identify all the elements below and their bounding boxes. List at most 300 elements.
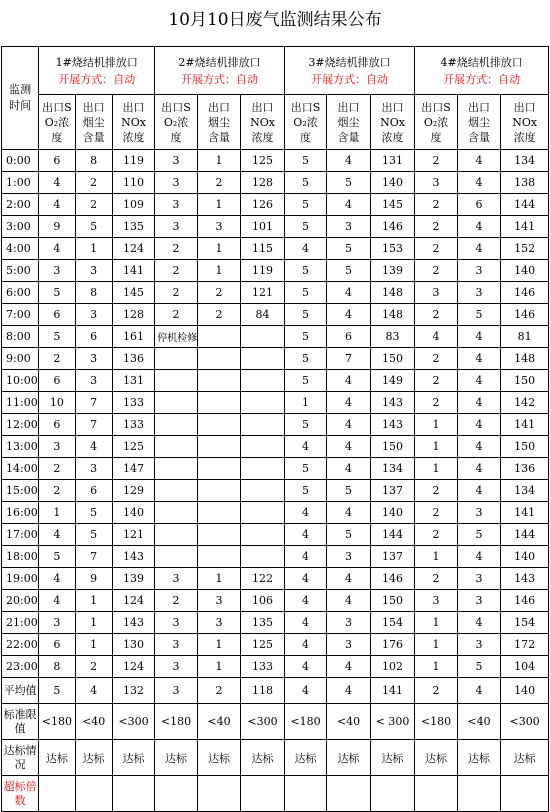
time-cell: 6:00 xyxy=(2,282,39,304)
value-cell: 5 xyxy=(457,656,501,678)
value-cell: 4 xyxy=(39,590,75,612)
value-cell: 1 xyxy=(197,150,241,172)
value-cell: 5 xyxy=(39,678,75,704)
value-cell xyxy=(415,776,457,812)
value-cell: 3 xyxy=(75,370,112,392)
value-cell: 4 xyxy=(457,414,501,436)
value-cell: 137 xyxy=(370,546,415,568)
table-row xyxy=(2,458,549,480)
time-cell: 1:00 xyxy=(2,172,39,194)
value-cell: 4 xyxy=(415,326,457,348)
mode-label-2: 开展方式：自动 xyxy=(181,72,259,86)
value-cell: 143 xyxy=(112,546,154,568)
value-cell: 2 xyxy=(75,172,112,194)
table-row xyxy=(2,414,549,436)
value-cell xyxy=(75,776,112,812)
table-row xyxy=(2,150,549,172)
sub-header-cell xyxy=(457,95,501,150)
time-cell: 19:00 xyxy=(2,568,39,590)
value-cell: 3 xyxy=(197,590,241,612)
value-cell: 2 xyxy=(197,304,241,326)
value-cell: 126 xyxy=(241,194,285,216)
value-cell: 138 xyxy=(501,172,549,194)
value-cell: 3 xyxy=(155,172,197,194)
value-cell: 129 xyxy=(112,480,154,502)
value-cell: 4 xyxy=(327,414,371,436)
group-name-1: 1#烧结机排放口 xyxy=(55,55,138,69)
value-cell xyxy=(501,776,549,812)
value-cell: 4 xyxy=(284,678,326,704)
value-cell: 144 xyxy=(501,194,549,216)
time-cell: 20:00 xyxy=(2,590,39,612)
value-cell: 4 xyxy=(284,436,326,458)
value-cell: 4 xyxy=(284,590,326,612)
value-cell: 3 xyxy=(155,194,197,216)
value-cell: 146 xyxy=(501,304,549,326)
value-cell: 140 xyxy=(370,502,415,524)
value-cell: 133 xyxy=(112,414,154,436)
value-cell: 4 xyxy=(284,612,326,634)
value-cell: 3 xyxy=(75,304,112,326)
value-cell: 5 xyxy=(327,480,371,502)
group-name-2: 2#烧结机排放口 xyxy=(178,55,261,69)
table-row xyxy=(2,172,549,194)
value-cell: <180 xyxy=(39,704,75,740)
value-cell: 1 xyxy=(75,238,112,260)
value-cell: 141 xyxy=(501,502,549,524)
value-cell: 3 xyxy=(155,150,197,172)
value-cell: 3 xyxy=(327,634,371,656)
time-cell: 21:00 xyxy=(2,612,39,634)
value-cell xyxy=(155,348,197,370)
sub-header-row xyxy=(2,95,549,150)
value-cell xyxy=(197,370,241,392)
value-cell xyxy=(370,776,415,812)
value-cell: 2 xyxy=(155,260,197,282)
sub-header-label: 出口NOx浓度 xyxy=(380,100,405,144)
value-cell: 2 xyxy=(75,656,112,678)
value-cell: 1 xyxy=(197,238,241,260)
value-cell: 141 xyxy=(501,216,549,238)
table-row xyxy=(2,260,549,282)
value-cell: 2 xyxy=(155,304,197,326)
time-cell: 4:00 xyxy=(2,238,39,260)
value-cell: 4 xyxy=(75,436,112,458)
value-cell: 4 xyxy=(327,656,371,678)
table-row xyxy=(2,590,549,612)
table-row xyxy=(2,282,549,304)
time-cell: 7:00 xyxy=(2,304,39,326)
table-row xyxy=(2,480,549,502)
value-cell: 145 xyxy=(370,194,415,216)
sub-header-label: 出口烟尘含量 xyxy=(468,100,491,144)
table-row xyxy=(2,238,549,260)
value-cell: 4 xyxy=(457,150,501,172)
value-cell: 137 xyxy=(370,480,415,502)
value-cell: 1 xyxy=(75,634,112,656)
value-cell: 5 xyxy=(327,238,371,260)
value-cell xyxy=(197,326,241,348)
time-cell: 22:00 xyxy=(2,634,39,656)
value-cell: 3 xyxy=(155,678,197,704)
value-cell: 2 xyxy=(415,568,457,590)
sub-header-cell xyxy=(155,95,197,150)
value-cell: 124 xyxy=(112,590,154,612)
value-cell xyxy=(197,524,241,546)
value-cell: 161 xyxy=(112,326,154,348)
value-cell xyxy=(197,480,241,502)
value-cell: 1 xyxy=(197,568,241,590)
value-cell: 144 xyxy=(501,524,549,546)
value-cell xyxy=(112,776,154,812)
table-row xyxy=(2,436,549,458)
value-cell: 7 xyxy=(327,348,371,370)
value-cell: 达标 xyxy=(197,740,241,776)
value-cell: <40 xyxy=(75,704,112,740)
sub-header-cell xyxy=(501,95,549,150)
value-cell: 3 xyxy=(197,216,241,238)
value-cell: 150 xyxy=(370,590,415,612)
time-cell: 9:00 xyxy=(2,348,39,370)
value-cell: 124 xyxy=(112,238,154,260)
group-header-2 xyxy=(155,47,284,95)
value-cell xyxy=(197,348,241,370)
value-cell xyxy=(155,502,197,524)
value-cell: 2 xyxy=(415,370,457,392)
value-cell: 5 xyxy=(284,414,326,436)
value-cell: 6 xyxy=(39,150,75,172)
value-cell: 5 xyxy=(75,216,112,238)
group-header-3 xyxy=(284,47,415,95)
value-cell: 6 xyxy=(75,480,112,502)
value-cell: 6 xyxy=(39,304,75,326)
value-cell xyxy=(155,392,197,414)
value-cell: 4 xyxy=(327,678,371,704)
value-cell: 4 xyxy=(457,678,501,704)
value-cell: <300 xyxy=(241,704,285,740)
value-cell: 1 xyxy=(284,392,326,414)
value-cell: 122 xyxy=(241,568,285,590)
value-cell: 7 xyxy=(75,546,112,568)
time-cell: 8:00 xyxy=(2,326,39,348)
value-cell: 146 xyxy=(501,590,549,612)
value-cell: 150 xyxy=(501,436,549,458)
value-cell xyxy=(197,776,241,812)
value-cell: 5 xyxy=(284,216,326,238)
value-cell: <40 xyxy=(327,704,371,740)
value-cell xyxy=(155,458,197,480)
value-cell: 3 xyxy=(327,612,371,634)
value-cell xyxy=(155,414,197,436)
time-cell: 2:00 xyxy=(2,194,39,216)
sub-header-label: 出口烟尘含量 xyxy=(337,100,360,144)
value-cell: <40 xyxy=(457,704,501,740)
value-cell xyxy=(197,436,241,458)
time-cell: 3:00 xyxy=(2,216,39,238)
value-cell: 154 xyxy=(370,612,415,634)
value-cell xyxy=(241,546,285,568)
value-cell: 1 xyxy=(75,590,112,612)
value-cell: 2 xyxy=(415,238,457,260)
value-cell: 3 xyxy=(155,216,197,238)
value-cell: 1 xyxy=(39,502,75,524)
value-cell: 5 xyxy=(284,194,326,216)
value-cell: 4 xyxy=(39,194,75,216)
value-cell: 131 xyxy=(370,150,415,172)
group-name-3: 3#烧结机排放口 xyxy=(308,55,391,69)
row-header-cell xyxy=(2,47,39,150)
value-cell: 3 xyxy=(457,260,501,282)
value-cell: 6 xyxy=(327,326,371,348)
sub-header-cell xyxy=(415,95,457,150)
sub-header-cell xyxy=(75,95,112,150)
value-cell xyxy=(241,524,285,546)
value-cell: 5 xyxy=(284,480,326,502)
value-cell xyxy=(327,776,371,812)
value-cell: 2 xyxy=(415,480,457,502)
value-cell xyxy=(155,480,197,502)
value-cell: 4 xyxy=(39,172,75,194)
value-cell xyxy=(241,502,285,524)
value-cell: 1 xyxy=(415,546,457,568)
value-cell: 5 xyxy=(75,502,112,524)
time-cell: 23:00 xyxy=(2,656,39,678)
value-cell: 9 xyxy=(75,568,112,590)
value-cell: 3 xyxy=(75,260,112,282)
time-cell: 12:00 xyxy=(2,414,39,436)
value-cell: 4 xyxy=(457,326,501,348)
sub-header-label: 出口SO₂浓度 xyxy=(161,100,191,144)
value-cell xyxy=(197,392,241,414)
value-cell: 5 xyxy=(39,546,75,568)
value-cell: <40 xyxy=(197,704,241,740)
value-cell: 3 xyxy=(155,568,197,590)
value-cell: 146 xyxy=(501,282,549,304)
value-cell: 1 xyxy=(415,414,457,436)
value-cell: 3 xyxy=(327,216,371,238)
value-cell: 139 xyxy=(112,568,154,590)
value-cell: 145 xyxy=(112,282,154,304)
value-cell: 172 xyxy=(501,634,549,656)
value-cell: 达标 xyxy=(284,740,326,776)
page-title: 10月10日废气监测结果公布 xyxy=(168,10,382,30)
value-cell: 达标 xyxy=(155,740,197,776)
mode-label-3: 开展方式：自动 xyxy=(311,72,389,86)
value-cell: 4 xyxy=(39,568,75,590)
value-cell: 125 xyxy=(241,150,285,172)
value-cell: 1 xyxy=(415,612,457,634)
sub-header-label: 出口NOx浓度 xyxy=(250,100,275,144)
value-cell: 144 xyxy=(370,524,415,546)
value-cell: 2 xyxy=(39,348,75,370)
value-cell: 4 xyxy=(327,590,371,612)
value-cell xyxy=(241,326,285,348)
value-cell: 达标 xyxy=(327,740,371,776)
value-cell: 150 xyxy=(370,348,415,370)
sub-header-label: 出口SO₂浓度 xyxy=(42,100,72,144)
value-cell: 4 xyxy=(327,436,371,458)
sub-header-cell xyxy=(241,95,285,150)
value-cell xyxy=(39,776,75,812)
value-cell: 3 xyxy=(415,590,457,612)
value-cell: 4 xyxy=(457,370,501,392)
value-cell: 106 xyxy=(241,590,285,612)
value-cell: 5 xyxy=(284,348,326,370)
value-cell: 140 xyxy=(370,172,415,194)
value-cell xyxy=(241,348,285,370)
value-cell: 118 xyxy=(241,678,285,704)
value-cell: 5 xyxy=(284,304,326,326)
exceed-row xyxy=(2,776,549,812)
value-cell: 2 xyxy=(415,304,457,326)
value-cell xyxy=(155,370,197,392)
value-cell: 8 xyxy=(39,656,75,678)
table-row xyxy=(2,568,549,590)
table-row xyxy=(2,656,549,678)
table-row xyxy=(2,612,549,634)
value-cell: 6 xyxy=(457,194,501,216)
value-cell: 2 xyxy=(415,502,457,524)
value-cell: 2 xyxy=(415,194,457,216)
status-label: 达标情况 xyxy=(2,740,39,776)
value-cell: 2 xyxy=(197,172,241,194)
sub-header-label: 出口NOx浓度 xyxy=(121,100,146,144)
value-cell: 102 xyxy=(370,656,415,678)
table-row xyxy=(2,326,549,348)
value-cell xyxy=(197,546,241,568)
value-cell: 141 xyxy=(501,414,549,436)
value-cell xyxy=(241,414,285,436)
value-cell: 143 xyxy=(501,568,549,590)
value-cell: 5 xyxy=(75,524,112,546)
value-cell: 2 xyxy=(155,282,197,304)
value-cell: 143 xyxy=(370,392,415,414)
value-cell: 6 xyxy=(39,414,75,436)
value-cell: 4 xyxy=(327,502,371,524)
value-cell: 4 xyxy=(457,480,501,502)
value-cell: 133 xyxy=(112,392,154,414)
value-cell: 达标 xyxy=(75,740,112,776)
sub-header-cell xyxy=(112,95,154,150)
value-cell: 140 xyxy=(501,678,549,704)
value-cell xyxy=(284,776,326,812)
sub-header-cell xyxy=(370,95,415,150)
value-cell: 131 xyxy=(112,370,154,392)
table-row xyxy=(2,634,549,656)
value-cell: 3 xyxy=(327,546,371,568)
value-cell: 1 xyxy=(197,656,241,678)
status-row xyxy=(2,740,549,776)
value-cell: 2 xyxy=(155,590,197,612)
row-header-label: 监测时间 xyxy=(9,83,32,112)
value-cell: 128 xyxy=(112,304,154,326)
value-cell: 4 xyxy=(284,502,326,524)
value-cell: 4 xyxy=(284,524,326,546)
value-cell: 4 xyxy=(457,612,501,634)
time-cell: 17:00 xyxy=(2,524,39,546)
value-cell: 3 xyxy=(39,260,75,282)
table-row xyxy=(2,194,549,216)
value-cell: 2 xyxy=(39,480,75,502)
value-cell: 停机检修 xyxy=(155,326,197,348)
value-cell: 139 xyxy=(370,260,415,282)
value-cell: <180 xyxy=(155,704,197,740)
sub-header-label: 出口烟尘含量 xyxy=(208,100,231,144)
value-cell: 150 xyxy=(370,436,415,458)
value-cell: 1 xyxy=(415,634,457,656)
value-cell: 135 xyxy=(241,612,285,634)
value-cell: 7 xyxy=(75,414,112,436)
value-cell: 83 xyxy=(370,326,415,348)
value-cell: < 300 xyxy=(370,704,415,740)
value-cell: 3 xyxy=(197,612,241,634)
value-cell: <300 xyxy=(112,704,154,740)
value-cell xyxy=(241,392,285,414)
value-cell: 4 xyxy=(457,436,501,458)
mode-label-4: 开展方式：自动 xyxy=(443,72,521,86)
value-cell: 9 xyxy=(39,216,75,238)
value-cell: 2 xyxy=(415,678,457,704)
value-cell: 3 xyxy=(415,282,457,304)
table-row xyxy=(2,524,549,546)
value-cell: 134 xyxy=(501,150,549,172)
value-cell: 135 xyxy=(112,216,154,238)
value-cell: 148 xyxy=(370,282,415,304)
value-cell: 4 xyxy=(284,238,326,260)
value-cell: 2 xyxy=(415,392,457,414)
value-cell: 2 xyxy=(415,348,457,370)
value-cell: 3 xyxy=(457,590,501,612)
value-cell: 101 xyxy=(241,216,285,238)
value-cell: 176 xyxy=(370,634,415,656)
sub-header-cell xyxy=(197,95,241,150)
value-cell: 1 xyxy=(415,656,457,678)
table-row xyxy=(2,392,549,414)
value-cell: 153 xyxy=(370,238,415,260)
value-cell: 4 xyxy=(327,568,371,590)
value-cell: 121 xyxy=(241,282,285,304)
value-cell: 5 xyxy=(284,172,326,194)
value-cell: 5 xyxy=(284,326,326,348)
average-row xyxy=(2,678,549,704)
value-cell: 2 xyxy=(197,678,241,704)
value-cell: 4 xyxy=(284,656,326,678)
value-cell: 6 xyxy=(75,326,112,348)
value-cell: 134 xyxy=(501,480,549,502)
value-cell: 6 xyxy=(39,634,75,656)
value-cell: 4 xyxy=(39,238,75,260)
value-cell: 5 xyxy=(39,282,75,304)
value-cell: 达标 xyxy=(241,740,285,776)
group-header-row xyxy=(2,47,549,95)
value-cell: 146 xyxy=(370,568,415,590)
group-name-4: 4#烧结机排放口 xyxy=(440,55,523,69)
value-cell: 5 xyxy=(284,370,326,392)
mode-label-1: 开展方式：自动 xyxy=(58,72,136,86)
value-cell: 4 xyxy=(327,150,371,172)
value-cell: 5 xyxy=(284,458,326,480)
value-cell: 134 xyxy=(370,458,415,480)
value-cell: 3 xyxy=(155,612,197,634)
value-cell: 3 xyxy=(39,436,75,458)
table-row xyxy=(2,502,549,524)
value-cell: 5 xyxy=(327,172,371,194)
time-cell: 10:00 xyxy=(2,370,39,392)
time-cell: 11:00 xyxy=(2,392,39,414)
value-cell: 5 xyxy=(457,304,501,326)
value-cell: 4 xyxy=(39,524,75,546)
time-cell: 18:00 xyxy=(2,546,39,568)
